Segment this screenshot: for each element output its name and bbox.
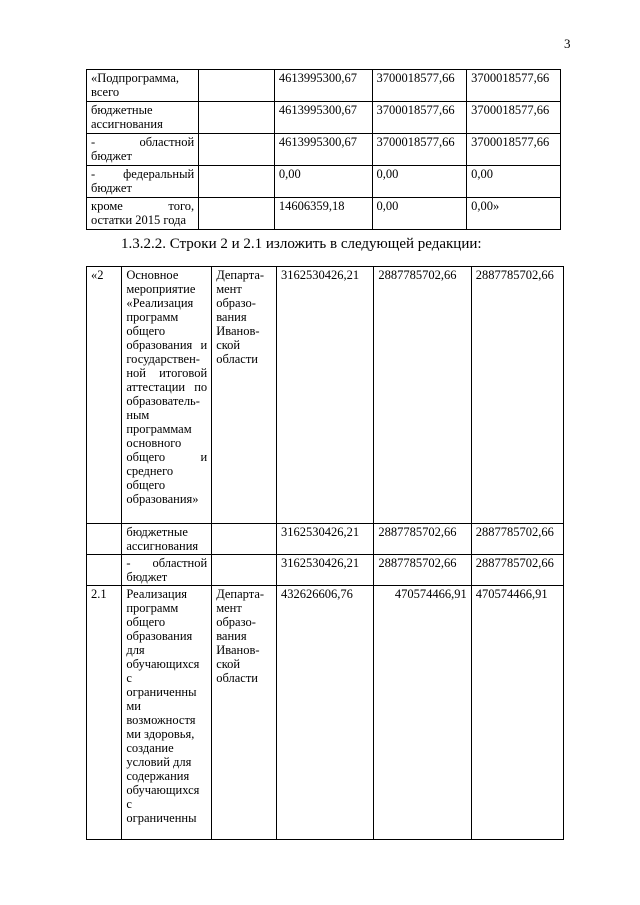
value-cell: 0,00 <box>274 166 372 198</box>
value-cell: 3700018577,66 <box>467 134 561 166</box>
table-row <box>87 134 561 166</box>
value-cell: 2887785702,66 <box>374 555 471 586</box>
activity-name: Основное мероприятие «Реализация программ общего образования и государствен- ной итоговой аттестации по образователь- ным программам основного общего и среднего общего образования» <box>122 267 212 524</box>
value-cell: 3700018577,66 <box>372 102 467 134</box>
row-label: - областной бюджет <box>87 134 199 166</box>
value-cell: 3700018577,66 <box>372 70 467 102</box>
activity-name: Реализация программ общего образования для обучающихся с ограниченны ми возможностя ми здоровья, создание условий для содержания обучающихся с ограниченны <box>122 586 212 840</box>
value-cell: 2887785702,66 <box>471 524 563 555</box>
empty-cell <box>212 524 277 555</box>
value-cell: 3162530426,21 <box>276 267 373 524</box>
value-cell: 0,00 <box>372 166 467 198</box>
empty-cell <box>199 198 275 230</box>
value-cell: 3700018577,66 <box>467 70 561 102</box>
empty-cell <box>199 166 275 198</box>
value-cell: 0,00 <box>372 198 467 230</box>
section-heading: 1.3.2.2. Строки 2 и 2.1 изложить в следующей редакции: <box>121 236 482 252</box>
table-row <box>87 102 561 134</box>
table-row <box>87 524 564 555</box>
value-cell: 3700018577,66 <box>467 102 561 134</box>
value-cell: 14606359,18 <box>274 198 372 230</box>
row-number: «2 <box>87 267 122 524</box>
executor-cell: Департа- мент образо- вания Иванов- ской области <box>212 267 277 524</box>
row-label: «Подпрограмма, всего <box>87 70 199 102</box>
row-number: 2.1 <box>87 586 122 840</box>
row-label: бюджетные ассигнования <box>122 524 212 555</box>
value-cell: 2887785702,66 <box>374 524 471 555</box>
row-label: кроме того, остатки 2015 года <box>87 198 199 230</box>
value-cell: 432626606,76 <box>276 586 373 840</box>
value-cell: 0,00» <box>467 198 561 230</box>
table-row <box>87 198 561 230</box>
value-cell: 4613995300,67 <box>274 102 372 134</box>
executor-cell: Департа- мент образо- вания Иванов- ской области <box>212 586 277 840</box>
row-label: - федеральный бюджет <box>87 166 199 198</box>
funding-table-rows-2-2-1 <box>86 266 564 840</box>
value-cell: 0,00 <box>467 166 561 198</box>
empty-cell <box>199 102 275 134</box>
row-label: - областной бюджет <box>122 555 212 586</box>
empty-cell <box>87 555 122 586</box>
empty-cell <box>199 134 275 166</box>
value-cell: 3700018577,66 <box>372 134 467 166</box>
table-row <box>87 70 561 102</box>
value-cell: 2887785702,66 <box>471 267 563 524</box>
value-cell: 470574466,91 <box>374 586 471 840</box>
empty-cell <box>199 70 275 102</box>
row-label: бюджетные ассигнования <box>87 102 199 134</box>
value-cell: 470574466,91 <box>471 586 563 840</box>
page-number: 3 <box>564 36 571 51</box>
table-row <box>87 166 561 198</box>
value-cell: 3162530426,21 <box>276 555 373 586</box>
table-row <box>87 586 564 840</box>
value-cell: 2887785702,66 <box>471 555 563 586</box>
table-row <box>87 555 564 586</box>
funding-table-subprogram <box>86 69 561 230</box>
table-row <box>87 267 564 524</box>
value-cell: 2887785702,66 <box>374 267 471 524</box>
value-cell: 4613995300,67 <box>274 70 372 102</box>
empty-cell <box>87 524 122 555</box>
value-cell: 4613995300,67 <box>274 134 372 166</box>
value-cell: 3162530426,21 <box>276 524 373 555</box>
empty-cell <box>212 555 277 586</box>
